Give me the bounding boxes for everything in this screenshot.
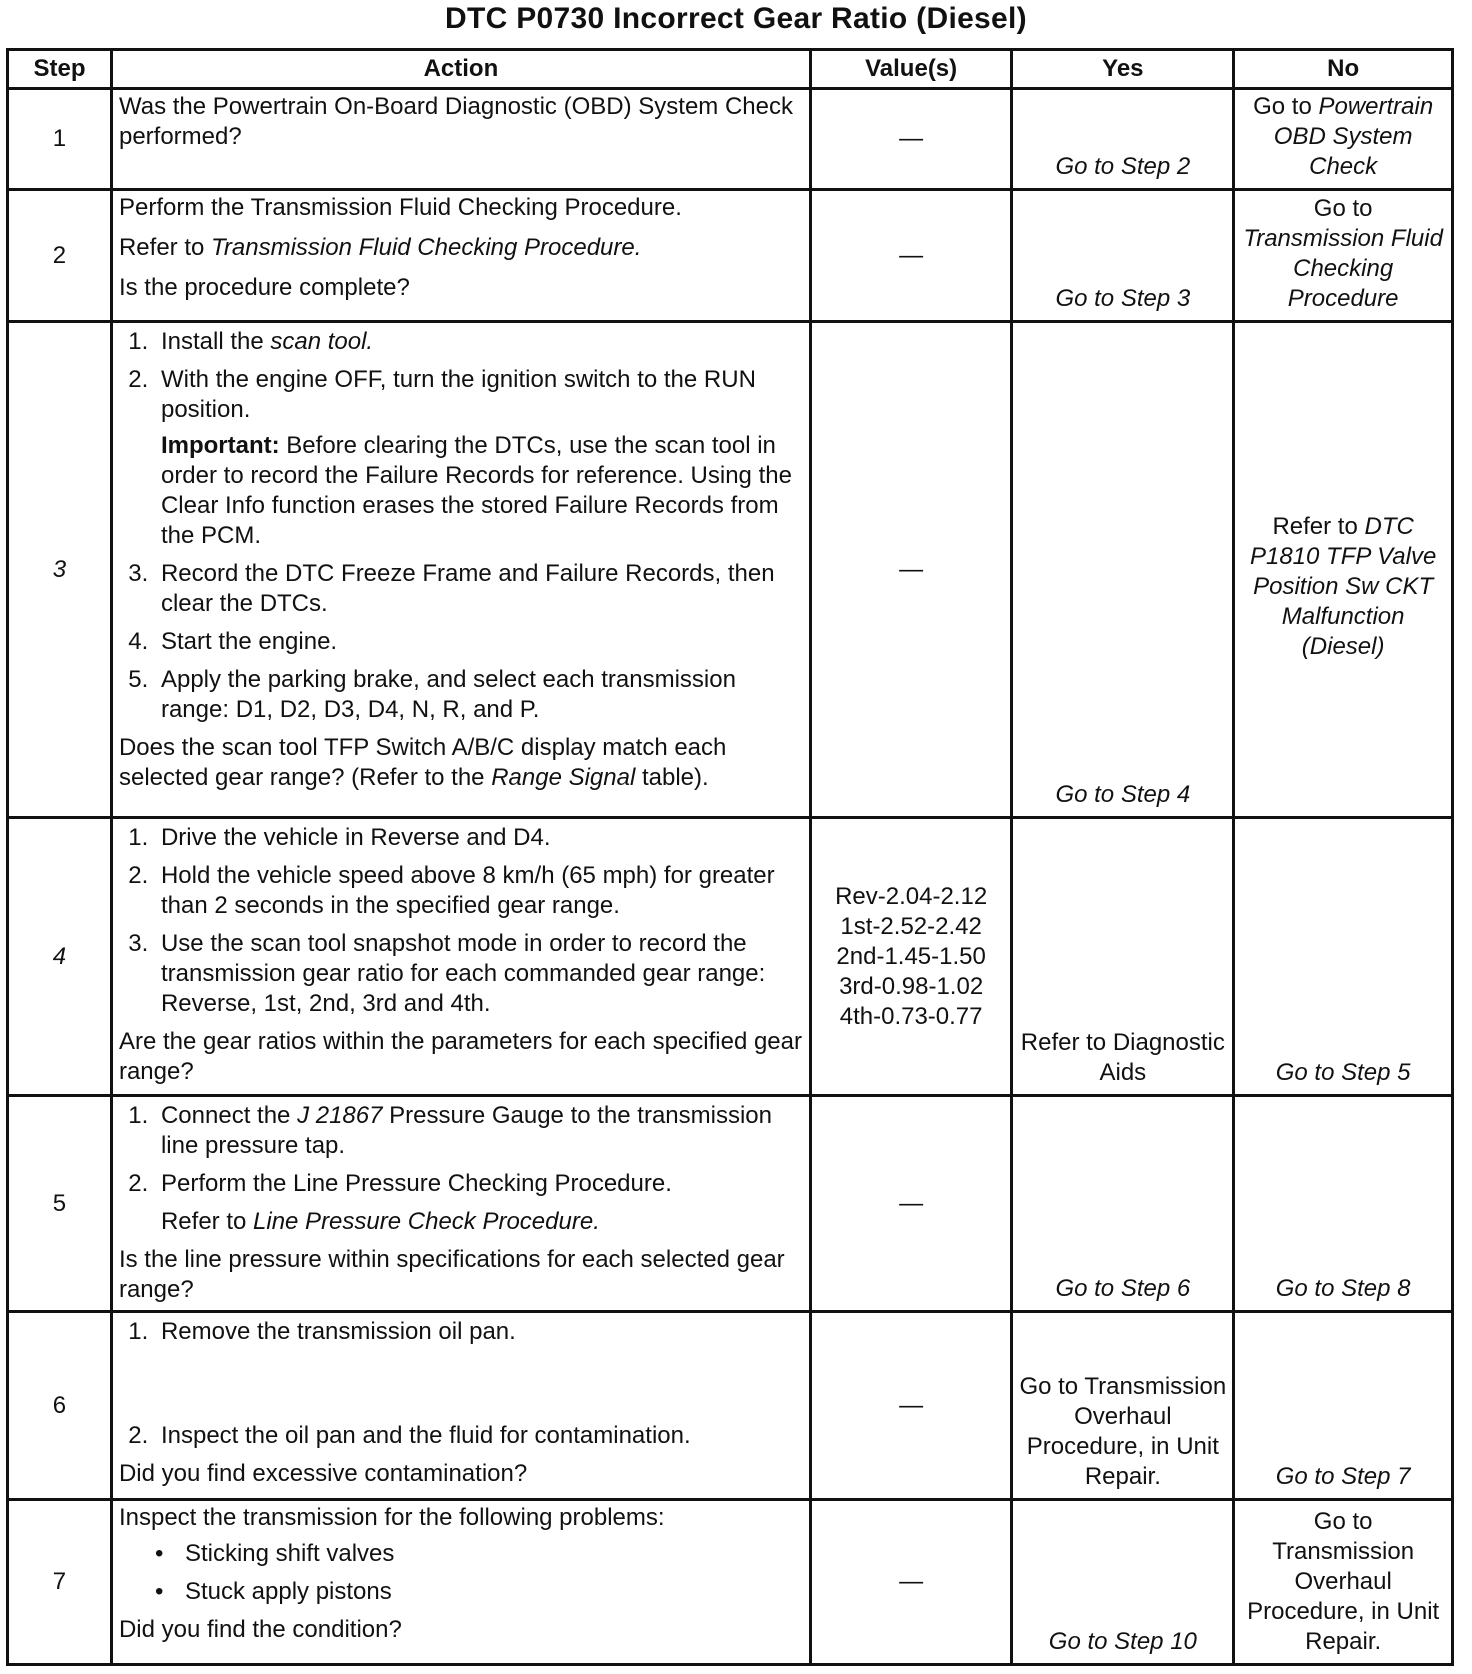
step-number: 6 [8,1312,112,1500]
value-cell: — [810,190,1012,322]
yes-cell: Go to Step 10 [1012,1500,1234,1665]
header-action: Action [111,50,810,89]
yes-cell: Go to Transmission Overhaul Procedure, in Unit Repair. [1012,1312,1234,1500]
step-number: 2 [8,190,112,322]
action-steps [119,823,803,1019]
value-cell: — [810,1500,1012,1665]
table-row [8,190,1453,322]
no-cell: Go to Step 7 [1234,1312,1453,1500]
table-row [8,818,1453,1096]
value-cell: — [810,89,1012,190]
table-row [8,1500,1453,1665]
gear-ratio-value: 4th-0.73-0.77 [839,1002,983,1030]
tool-reference: J 21867 [297,1102,383,1129]
action-intro: Inspect the transmission for the following problems: [118,1504,665,1531]
header-values: Value(s) [810,50,1012,89]
header-no: No [1234,50,1453,89]
table-reference: Range Signal [491,764,636,791]
yes-cell: Refer to Diagnostic Aids [1012,818,1234,1096]
no-cell [1234,190,1453,322]
action-step: 1. Drive the vehicle in Reverse and D4. [155,823,803,853]
action-step: 1. Remove the transmission oil pan. [155,1317,803,1413]
gear-ratio-value: 3rd-0.98-1.02 [839,972,984,1000]
step-number: 7 [8,1500,112,1665]
table-row [8,89,1453,190]
important-note: Important: Before clearing the DTCs, use the scan tool in order to record the Failure Records for reference. Using the Clear Info function erases the stored Failure Records from the PCM. [160,432,792,549]
action-question: Does the scan tool TFP Switch A/B/C display match each selected gear range? (Refer to the Range Signal table). [118,734,727,791]
value-cell: — [810,322,1012,818]
action-cell [111,1096,810,1312]
header-row [8,50,1453,89]
action-question: Are the gear ratios within the parameters for each specified gear range? [118,1028,802,1085]
no-cell [1234,89,1453,190]
table-row [8,322,1453,818]
action-step: 2. Hold the vehicle speed above 8 km/h (65 mph) for greater than 2 seconds in the specified gear range. [155,861,803,921]
no-prefix: Go to [1313,194,1373,222]
action-cell [111,89,810,190]
action-question: Is the procedure complete? [118,274,410,301]
no-cell [1234,322,1453,818]
yes-cell: Go to Step 6 [1012,1096,1234,1312]
diagnostic-table [6,48,1454,1666]
no-cell: Go to Step 8 [1234,1096,1453,1312]
action-question: Was the Powertrain On-Board Diagnostic (OBD) System Check performed? [118,93,793,150]
procedure-reference: Transmission Fluid Checking Procedure. [211,234,642,261]
page-title: DTC P0730 Incorrect Gear Ratio (Diesel) [445,2,1027,35]
action-steps [119,1101,803,1237]
step-number: 4 [8,818,112,1096]
action-steps [119,327,803,725]
action-line: Perform the Transmission Fluid Checking Procedure. [118,194,682,221]
action-cell [111,322,810,818]
problem-list [119,1539,803,1607]
table-row [8,1312,1453,1500]
list-item: • Stuck apply pistons [185,1577,803,1607]
step-number: 1 [8,89,112,190]
no-reference: Powertrain OBD System Check [1273,93,1434,180]
action-cell [111,1312,810,1500]
action-question: Is the line pressure within specifications for each selected gear range? [118,1246,785,1303]
action-step: 3. Record the DTC Freeze Frame and Failure Records, then clear the DTCs. [155,559,803,619]
step-number: 3 [8,322,112,818]
action-step: 2. With the engine OFF, turn the ignition switch to the RUN position. Important: Before clearing the DTCs, use the scan tool in order to record the Failure Records for reference. Using the Clear Info function erases the stored Failure Records from the PCM. [155,365,803,551]
action-step: 5. Apply the parking brake, and select each transmission range: D1, D2, D3, D4, N, R, and P. [155,665,803,725]
header-yes: Yes [1012,50,1234,89]
action-cell [111,818,810,1096]
no-cell: Go to Step 5 [1234,818,1453,1096]
no-reference: DTC P1810 TFP Valve Position Sw CKT Malfunction (Diesel) [1249,512,1437,660]
action-refer: Refer to Transmission Fluid Checking Procedure. [118,234,642,261]
action-step: 1. Connect the J 21867 Pressure Gauge to the transmission line pressure tap. [155,1101,803,1161]
action-step: 2. Perform the Line Pressure Checking Procedure. Refer to Line Pressure Check Procedure. [155,1169,803,1237]
action-cell [111,190,810,322]
table-row [8,1096,1453,1312]
action-step: 1. Install the scan tool. [155,327,803,357]
step-number: 5 [8,1096,112,1312]
yes-cell: Go to Step 4 [1012,322,1234,818]
action-step: 2. Inspect the oil pan and the fluid for contamination. [155,1421,803,1451]
action-refer: Refer to Line Pressure Check Procedure. [160,1208,600,1235]
no-prefix: Refer to [1272,512,1358,540]
action-steps [119,1317,803,1451]
tool-reference: scan tool. [270,328,374,355]
value-cell: — [810,1312,1012,1500]
no-cell: Go to Transmission Overhaul Procedure, in Unit Repair. [1234,1500,1453,1665]
list-item: • Sticking shift valves [185,1539,803,1569]
gear-ratio-value: Rev-2.04-2.12 [835,882,988,910]
action-step: 4. Start the engine. [155,627,803,657]
action-question: Did you find excessive contamination? [118,1460,528,1487]
yes-cell: Go to Step 2 [1012,89,1234,190]
action-step: 3. Use the scan tool snapshot mode in order to record the transmission gear ratio for each commanded gear range: Reverse, 1st, 2nd, 3rd and 4th. [155,929,803,1019]
value-cell: — [810,1096,1012,1312]
procedure-reference: Line Pressure Check Procedure. [253,1208,600,1235]
gear-ratio-value: 1st-2.52-2.42 [840,912,982,940]
action-question: Did you find the condition? [118,1616,402,1643]
no-reference: Transmission Fluid Checking Procedure [1243,224,1443,312]
gear-ratio-value: 2nd-1.45-1.50 [836,942,986,970]
no-prefix: Go to [1253,93,1312,120]
value-cell [810,818,1012,1096]
header-step: Step [8,50,112,89]
action-cell [111,1500,810,1665]
yes-cell: Go to Step 3 [1012,190,1234,322]
